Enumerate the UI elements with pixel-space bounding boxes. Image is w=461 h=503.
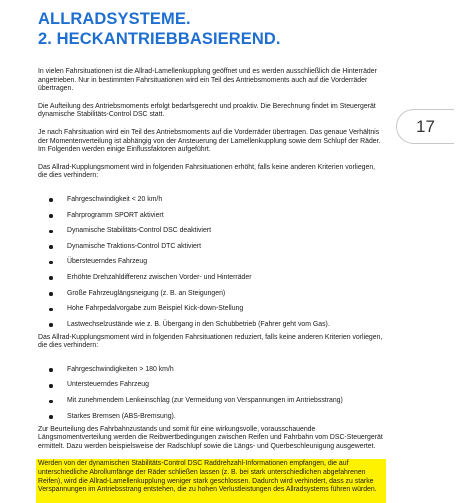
page-number: 17 [416,116,435,136]
list-item: Mit zunehmendem Lenkeinschlag (zur Vermeidung von Verspannungen im Antriebsstrang) [38,397,384,413]
document-body [38,68,384,495]
list-item: Große Fahrzeuglängsneigung (z. B. an Steigungen) [38,290,384,306]
paragraph-ratio: Je nach Fahrsituation wird ein Teil des Antriebsmoments auf die Vorderräder übertragen. Das genaue Verhältnis der Momentenverteilung ist abhängig von der Ansteuerung der Lamellenkupplung sowie dem Schlupf der Räder. Im Folgenden werden einige Einflussfaktoren aufgeführt. [38,128,381,154]
title-line-2: 2. HECKANTRIEBBASIEREND. [38,30,281,48]
paragraph-friction: Zur Beurteilung des Fahrbahnzustands und somit für eine wirkungsvolle, vorausschauende Längsmomentverteilung werden die Reibwertbedingungen zwischen Reifen und Fahrbahn vom DSC-Steuergerät ermittelt. Dazu werden beispielsweise der Radschlupf sowie die Längs- und Querbeschleunigung ausgewertet. [38,425,383,450]
highlighted-section [38,460,384,494]
list-increase [38,196,384,334]
page-number-badge [396,109,454,144]
list-item: Hohe Fahrpedalvorgabe zum Beispiel Kick-down-Stellung [38,305,384,321]
list-item: Dynamische Traktions-Control DTC aktiviert [38,243,384,259]
list-item: Untersteuerndes Fahrzeug [38,381,384,397]
paragraph-distribution: Die Aufteilung des Antriebsmoments erfolgt bedarfsgerecht und proaktiv. Die Berechnung findet im Steuergerät dynamische Stabilitäts-Control DSC statt. [38,102,376,119]
list-item: Fahrprogramm SPORT aktiviert [38,212,384,228]
list-item: Fahrgeschwindigkeit < 20 km/h [38,196,384,212]
title-line-1: ALLRADSYSTEME. [38,10,191,28]
list-reduce [38,366,384,426]
list-item: Übersteuerndes Fahrzeug [38,258,384,274]
list-item: Erhöhte Drehzahldifferenz zwischen Vorder- und Hinterräder [38,274,384,290]
paragraph-intro: In vielen Fahrsituationen ist die Allrad-Lamellenkupplung geöffnet und es werden ausschließlich die Hinterräder angetrieben. Nur in bestimmten Fahrsituationen wird ein Teil des Antriebsmoments auch auf die Vorderräder übertragen. [38,68,377,93]
list-item: Fahrgeschwindigkeiten > 180 km/h [38,366,384,382]
paragraph-highlighted: Werden von der dynamischen Stabilitäts-Control DSC Raddrehzahl-Informationen empfangen, die auf unterschiedliche Abrollumfänge der Räder schließen lassen (z. B. bei stark unterschiedlichen abgefahrenen Reifen), wird die Allrad-Lamellenkupplung weniger stark geschlossen. Dadurch wird verhindert, dass zu starke Verspannungen im Antriebsstrang entstehen, die zu hohen Verlustleistungen des Allradsystems führen würden. [38,460,377,494]
paragraph-increase-intro: Das Allrad-Kupplungsmoment wird in folgenden Fahrsituationen erhöht, falls keine anderen Kriterien vorliegen, die dies verhindern: [38,163,376,180]
page-title [38,9,281,49]
list-item: Starkes Bremsen (ABS-Bremsung). [38,413,384,426]
paragraph-reduce-intro: Das Allrad-Kupplungsmoment wird in folgenden Fahrsituationen reduziert, falls keine anderen Kriterien vorliegen, die dies verhindern: [38,333,383,350]
list-item: Lastwechselzustände wie z. B. Übergang in den Schubbetrieb (Fahrer geht vom Gas). [38,321,384,334]
list-item: Dynamische Stabilitäts-Control DSC deaktiviert [38,227,384,243]
